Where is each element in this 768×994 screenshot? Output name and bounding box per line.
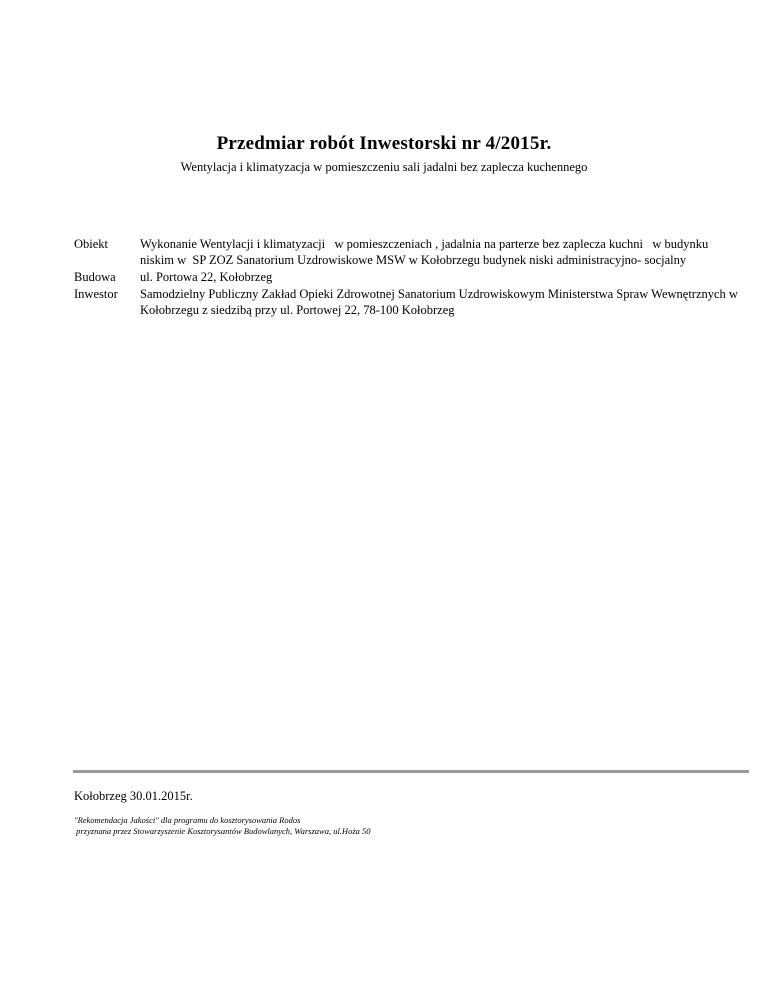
document-title: Przedmiar robót Inwestorski nr 4/2015r.	[216, 133, 552, 154]
info-value-obiekt: Wykonanie Wentylacji i klimatyzacji w pomieszczeniach , jadalnia na parterze bez zaplecza kuchni w budynku niskim w SP ZOZ Sanatorium Uzdrowiskowe MSW w Kołobrzegu budynek niski administracyjno- socjalny	[140, 237, 712, 267]
info-label-inwestor: Inwestor	[74, 287, 118, 301]
footnote-line-1: "Rekomendacja Jakości" dla programu do kosztorysowania Rodos	[74, 815, 301, 825]
info-label-budowa: Budowa	[74, 270, 116, 284]
info-row-obiekt	[74, 236, 744, 268]
info-label-obiekt: Obiekt	[74, 237, 109, 251]
footnote-line-2: przyznana przez Stowarzyszenie Kosztorysantów Budowlanych, Warszawa, ul.Hoża 50	[74, 826, 371, 836]
footer-divider	[73, 770, 749, 773]
project-info-table	[74, 236, 744, 319]
place-and-date: Kołobrzeg 30.01.2015r.	[74, 789, 193, 803]
software-footnote	[74, 815, 371, 837]
info-row-inwestor	[74, 286, 744, 318]
info-value-budowa: ul. Portowa 22, Kołobrzeg	[140, 270, 273, 284]
info-row-budowa	[74, 269, 744, 285]
document-subtitle: Wentylacja i klimatyzacja w pomieszczeniu sali jadalni bez zaplecza kuchennego	[180, 160, 588, 174]
info-value-inwestor: Samodzielny Publiczny Zakład Opieki Zdrowotnej Sanatorium Uzdrowiskowym Ministerstwa Spraw Wewnętrznych w Kołobrzegu z siedzibą przy ul. Portowej 22, 78-100 Kołobrzeg	[140, 287, 742, 317]
